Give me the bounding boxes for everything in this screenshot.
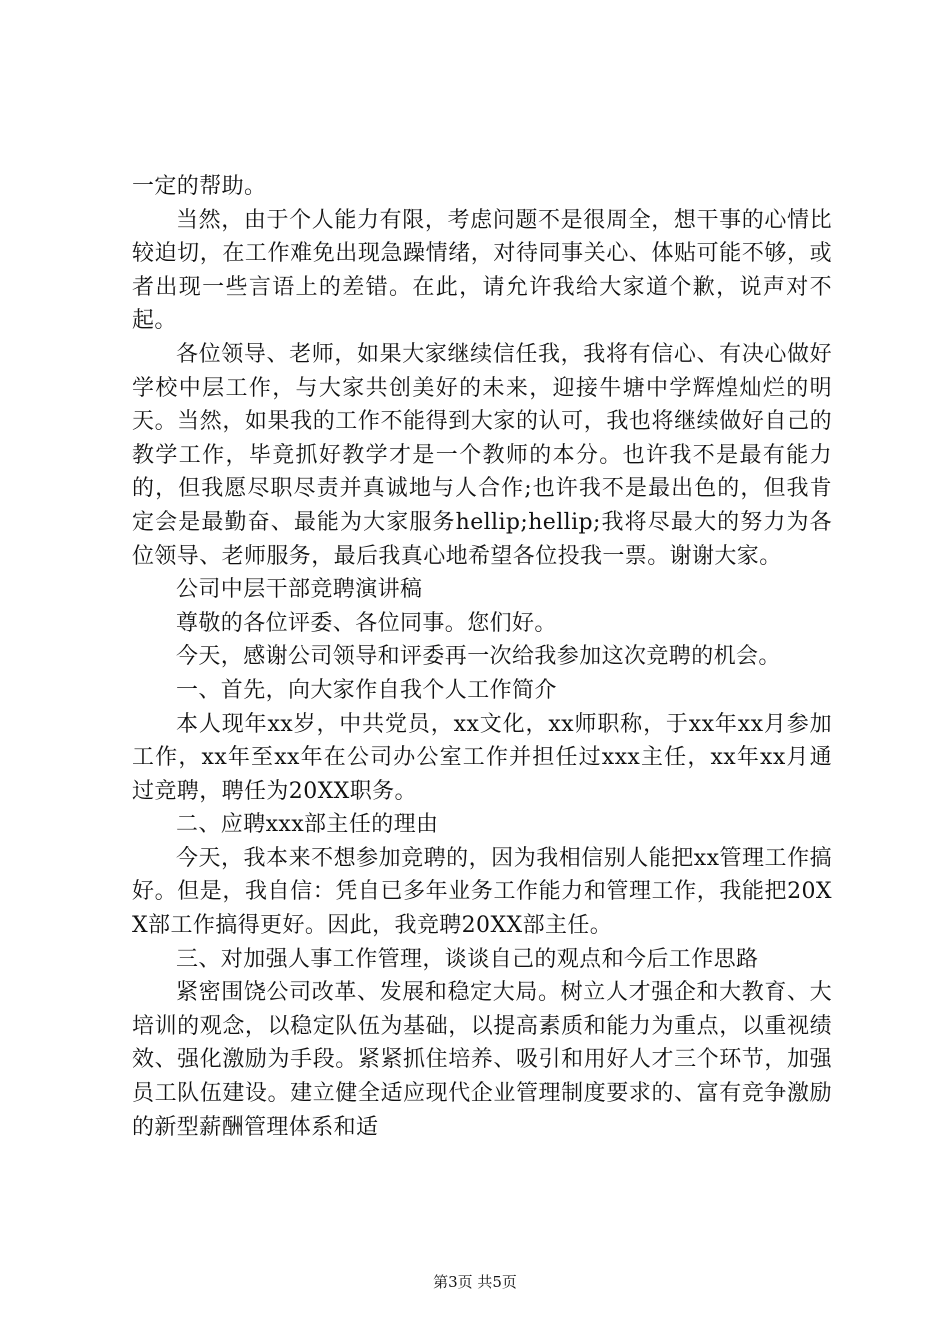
section-title: 公司中层干部竞聘演讲稿	[176, 577, 423, 603]
heading-2: 二、应聘xxx部主任的理由	[176, 812, 439, 838]
paragraph-intro: 本人现年xx岁，中共党员，xx文化，xx师职称，于xx年xx月参加工作，xx年至xx年在公司办公室工作并担任过xxx主任，xx年xx月通过竞聘，聘任为20XX职务。	[132, 711, 832, 804]
paragraph-opening: 今天，感谢公司领导和评委再一次给我参加这次竞聘的机会。	[176, 644, 781, 670]
paragraph-plan: 紧密围饶公司改革、发展和稳定大局。树立人才强企和大教育、大培训的观念，以稳定队伍为基础，以提高素质和能力为重点，以重视绩效、强化激励为手段。紧紧抓住培养、吸引和用好人才三个环节，加强员工队伍建设。建立健全适应现代企业管理制度要求的、富有竞争激励的新型薪酬管理体系和适	[132, 980, 832, 1140]
heading-1: 一、首先，向大家作自我个人工作简介	[176, 677, 557, 703]
page-footer: 第3页 共5页	[433, 1273, 517, 1291]
paragraph-3: 各位领导、老师，如果大家继续信任我，我将有信心、有决心做好学校中层工作，与大家共创美好的未来，迎接牛塘中学辉煌灿烂的明天。当然，如果我的工作不能得到大家的认可，我也将继续做好自己的教学工作，毕竟抓好教学才是一个教师的本分。也许我不是最有能力的，但我愿尽职尽责并真诚地与人合作;也许我不是最出色的，但我肯定会是最勤奋、最能为大家服务hellip;hellip;我将尽最大的努力为各位领导、老师服务，最后我真心地希望各位投我一票。谢谢大家。	[132, 341, 832, 569]
greeting: 尊敬的各位评委、各位同事。您们好。	[176, 610, 557, 636]
paragraph-2: 当然，由于个人能力有限，考虑问题不是很周全，想干事的心情比较迫切，在工作难免出现急躁情绪，对待同事关心、体贴可能不够，或者出现一些言语上的差错。在此，请允许我给大家道个歉，说声对不起。	[132, 207, 832, 334]
paragraph-1: 一定的帮助。	[132, 174, 267, 199]
document-body	[132, 170, 832, 1144]
heading-3: 三、对加强人事工作管理，谈谈自己的观点和今后工作思路	[176, 946, 759, 972]
paragraph-reason: 今天，我本来不想参加竞聘的，因为我相信别人能把xx管理工作搞好。但是，我自信：凭自已多年业务工作能力和管理工作，我能把20XX部工作搞得更好。因此，我竞聘20XX部主任。	[132, 845, 832, 939]
